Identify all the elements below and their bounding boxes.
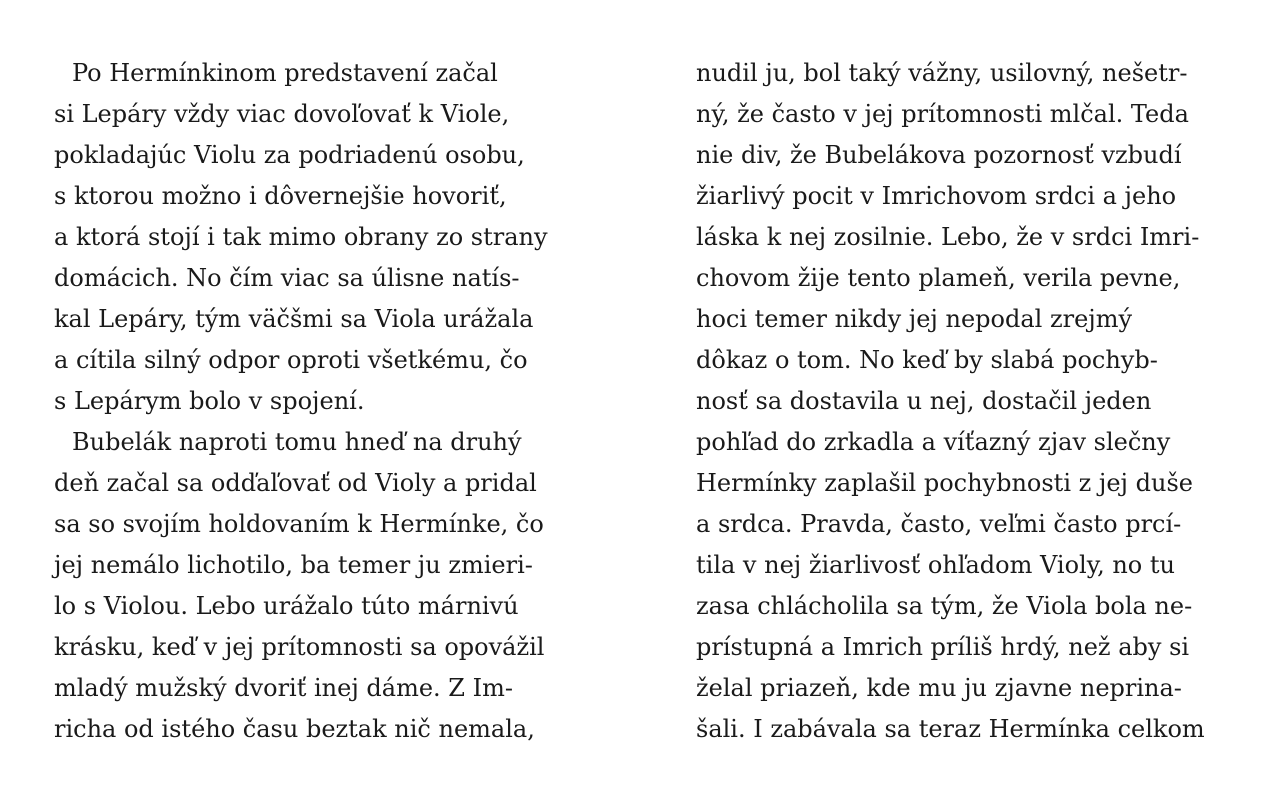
text-line: dôkaz o tom. No keď by slabá pochyb-: [696, 346, 1158, 374]
text-line: nosť sa dostavila u nej, dostačil jeden: [696, 387, 1152, 415]
text-line: tila v nej žiarlivosť ohľadom Violy, no tu: [696, 551, 1175, 579]
text-line: šali. I zabávala sa teraz Hermínka celkom: [696, 715, 1205, 743]
text-line: kal Lepáry, tým väčšmi sa Viola urážala: [54, 305, 534, 333]
text-line: Hermínky zaplašil pochybnosti z jej duše: [696, 469, 1193, 497]
text-line: a cítila silný odpor oproti všetkému, čo: [54, 346, 528, 374]
text-line: a ktorá stojí i tak mimo obrany zo strany: [54, 223, 548, 251]
text-line: hoci temer nikdy jej nepodal zrejmý: [696, 305, 1133, 333]
right-text-column: [696, 53, 1236, 750]
text-line: žiarlivý pocit v Imrichovom srdci a jeho: [696, 182, 1177, 210]
text-line: si Lepáry vždy viac dovoľovať k Viole,: [54, 100, 510, 128]
left-text-column: [54, 53, 594, 750]
text-line: mladý mužský dvoriť inej dáme. Z Im-: [54, 674, 513, 702]
text-line: richa od istého času beztak nič nemala,: [54, 715, 535, 743]
text-line: nie div, že Bubelákova pozornosť vzbudí: [696, 141, 1182, 169]
text-line: Po Hermínkinom predstavení začal: [72, 59, 498, 87]
text-line: zasa chlácholila sa tým, že Viola bola ne-: [696, 592, 1193, 620]
text-line: a srdca. Pravda, často, veľmi často prcí-: [696, 510, 1182, 538]
text-line: s ktorou možno i dôvernejšie hovoriť,: [54, 182, 507, 210]
text-line: jej nemálo lichotilo, ba temer ju zmieri-: [54, 551, 533, 579]
text-line: pokladajúc Violu za podriadenú osobu,: [54, 141, 525, 169]
text-line: domácich. No čím viac sa úlisne natís-: [54, 264, 520, 292]
text-line: želal priazeň, kde mu ju zjavne neprina-: [696, 674, 1182, 702]
text-line: krásku, keď v jej prítomnosti sa opovážil: [54, 633, 545, 661]
text-line: chovom žije tento plameň, verila pevne,: [696, 264, 1181, 292]
text-line: ný, že často v jej prítomnosti mlčal. Teda: [696, 100, 1189, 128]
text-line: s Lepárym bolo v spojení.: [54, 387, 365, 415]
text-line: nudil ju, bol taký vážny, usilovný, nešetr-: [696, 59, 1188, 87]
text-line: deň začal sa odďaľovať od Violy a pridal: [54, 469, 537, 497]
text-line: pohľad do zrkadla a víťazný zjav slečny: [696, 428, 1171, 456]
text-line: prístupná a Imrich príliš hrdý, než aby si: [696, 633, 1190, 661]
text-line: láska k nej zosilnie. Lebo, že v srdci Imri-: [696, 223, 1200, 251]
text-line: sa so svojím holdovaním k Hermínke, čo: [54, 510, 544, 538]
text-line: Bubelák naproti tomu hneď na druhý: [72, 428, 522, 456]
text-line: lo s Violou. Lebo urážalo túto márnivú: [54, 592, 519, 620]
